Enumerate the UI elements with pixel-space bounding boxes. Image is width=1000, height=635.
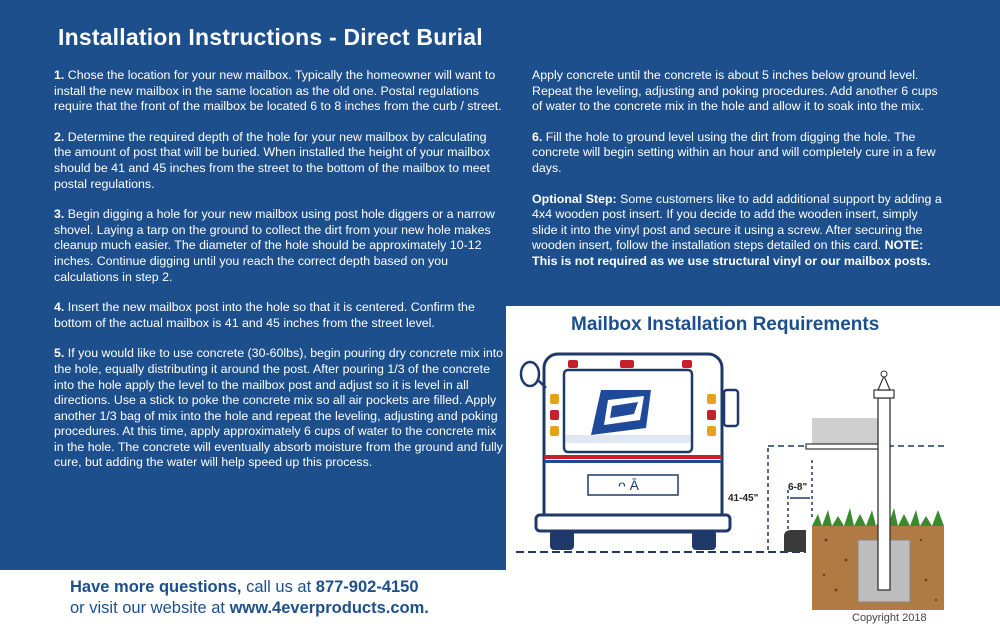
steps-left-column	[54, 68, 504, 486]
mail-truck-illustration	[521, 354, 738, 550]
step-3	[54, 207, 504, 285]
step-number: 3.	[54, 207, 65, 222]
post-finial	[878, 376, 890, 390]
contact-line-2	[70, 598, 429, 619]
contact-info	[70, 577, 429, 619]
step-2	[54, 130, 504, 192]
step-text: Fill the hole to ground level using the dirt from digging the hole. The concrete will begin setting within an hour and will completely cure in a few days.	[532, 129, 936, 175]
step-text: If you would like to use concrete (30-60lbs), begin pouring dry concrete mix into the hole, equally distributing it around the post. After pouring 1/3 of the concrete into the hole apply the level to the mailbox post and adjust so it is level in all directions. Use a stick to poke the concrete mix so all air pockets are filled. Apply another 1/3 bag of mix into the hole and repeat the leveling, adjusting and poking procedures. At this time, apply approximately 6 cups of water to the concrete mix in the hole. The concrete will eventually absorb moisture from the ground and fully cure, but adding the water will help speed up this process.	[54, 346, 504, 470]
step-text: Insert the new mailbox post into the hole so that it is centered. Confirm the bottom of the actual mailbox is 41 and 45 inches from the street level.	[54, 300, 475, 330]
optional-note: NOTE: This is not required as we use structural vinyl or our mailbox posts.	[532, 238, 931, 268]
contact-text: call us at	[241, 578, 316, 596]
mailbox-post	[878, 398, 890, 590]
steps-right-column	[532, 68, 942, 285]
contact-line-1	[70, 577, 429, 598]
contact-text: or visit our website at	[70, 599, 230, 617]
step-number: 5.	[54, 346, 65, 361]
truck-door-text: ᴖ Ā	[618, 477, 640, 493]
step-number: 2.	[54, 129, 65, 144]
contact-heading: Have more questions,	[70, 578, 242, 596]
step-4	[54, 300, 504, 331]
phone-number[interactable]: 877-902-4150	[315, 578, 419, 596]
page-title: Installation Instructions - Direct Burial	[58, 24, 483, 50]
step-text: Begin digging a hole for your new mailbox using post hole diggers or a narrow shovel. Laying a tarp on the ground to collect the dirt from your new hole makes cleanup much easier. The diameter of the hole should be approximately 10-12 inches. Continue digging until you reach the correct depth based on you calculations in step 2.	[54, 207, 495, 284]
step-number: 1.	[54, 68, 65, 82]
step-number: 6.	[532, 129, 543, 144]
optional-text: Some customers like to add additional support by adding a 4x4 wooden post insert. If you decide to add the wooden insert, simply slide it into the vinyl post and secure it using a screw. After securing the wooden insert, follow the installation steps detailed on this card.	[532, 191, 942, 253]
optional-label: Optional Step:	[532, 191, 617, 206]
step-5	[54, 346, 504, 471]
curb	[784, 530, 806, 552]
installation-diagram	[506, 340, 1000, 610]
height-label: 41-45"	[728, 493, 759, 504]
step-5-continued: Apply concrete until the concrete is about 5 inches below ground level. Repeat the leveling, adjusting and poking procedures. Add another 6 cups of water to the concrete mix in the hole and allow it to soak into the mix.	[532, 68, 938, 114]
step-text: Determine the required depth of the hole for your new mailbox by calculating the amount of post that will be buried. When installed the height of your mailbox should be 41 and 45 inches from the street to the bottom of the mailbox to meet postal regulations.	[54, 129, 490, 191]
step-text: Chose the location for your new mailbox. Typically the homeowner will want to install the new mailbox in the same location as the old one. Postal regulations require that the front of the mailbox be located 6 to 8 inches from the curb / street.	[54, 68, 502, 114]
optional-step	[532, 192, 942, 270]
step-1	[54, 68, 504, 115]
copyright: Copyright 2018	[852, 612, 927, 624]
offset-label: 6-8"	[788, 482, 808, 493]
step-6	[532, 130, 942, 177]
website-link[interactable]: www.4everproducts.com.	[229, 599, 429, 617]
diagram-title: Mailbox Installation Requirements	[571, 314, 880, 335]
step-number: 4.	[54, 300, 65, 315]
mailbox	[812, 418, 882, 444]
